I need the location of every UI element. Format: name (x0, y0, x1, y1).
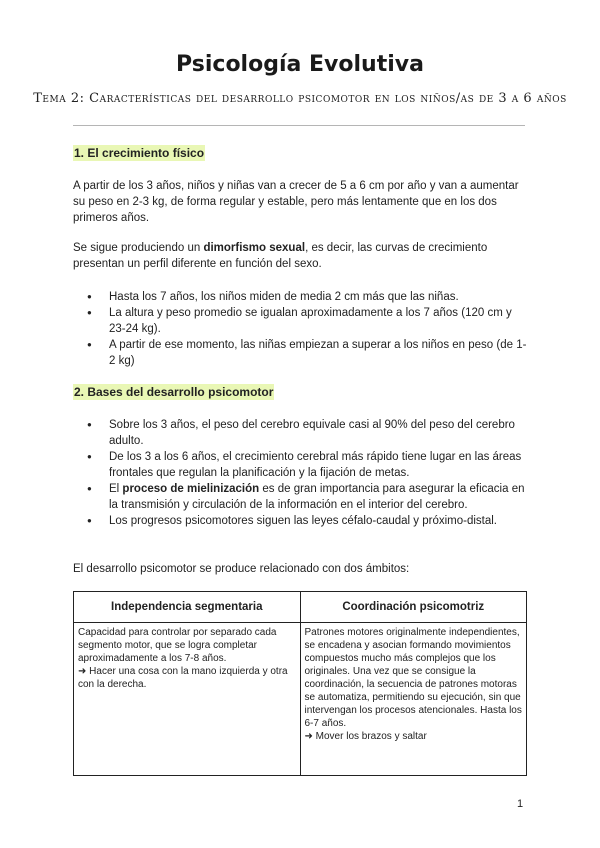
page-subtitle: Tema 2: Características del desarrollo psicomotor en los niños/as de 3 a 6 años (33, 91, 567, 106)
section2-bullet-list (73, 417, 528, 529)
table-header-independencia: Independencia segmentaria (74, 592, 301, 623)
list-item: ● Hasta los 7 años, los niños miden de media 2 cm más que las niñas. (73, 289, 528, 305)
list-item: ● La altura y peso promedio se igualan aproximadamente a los 7 años (120 cm y 23-24 kg). (73, 305, 528, 337)
term-dimorfismo-sexual: dimorfismo sexual (203, 242, 306, 254)
cell-text: Capacidad para controlar por separado cada segmento motor, que se logra completar aproximadamente a los 7-8 años. (78, 627, 277, 664)
list-item: ● Sobre los 3 años, el peso del cerebro equivale casi al 90% del peso del cerebro adulto. (73, 417, 528, 449)
term-mielinizacion: proceso de mielinización (122, 483, 260, 495)
list-item: ● El proceso de mielinización es de gran importancia para asegurar la eficacia en la transmisión y circulación de la información en el interior del cerebro. (73, 481, 528, 513)
cell-text: Patrones motores originalmente independientes, se encadena y asocian formando movimientos compuestos mucho más complejos que los originales. Una vez que se consigue la coordinación, la secuencia de patrones motoras se automatiza, permitiendo su ejecución, sin que intervengan los procesos atencionales. Hasta los 6-7 años. (304, 627, 522, 729)
comparison-table (73, 591, 527, 776)
page-title: Psicología Evolutiva (176, 52, 424, 77)
list-item: ● A partir de ese momento, las niñas empiezan a superar a los niños en peso (de 1-2 kg) (73, 337, 528, 369)
table-cell-coordinacion (300, 623, 527, 776)
table-cell-independencia (74, 623, 301, 776)
page-number: 1 (517, 798, 524, 810)
section1-paragraph-2: Se sigue produciendo un dimorfismo sexual, es decir, las curvas de crecimiento presentan un perfil diferente en función del sexo. (73, 242, 488, 270)
list-item: ● De los 3 a los 6 años, el crecimiento cerebral más rápido tiene lugar en las áreas frontales que regulan la planificación y la fijación de metas. (73, 449, 528, 481)
section2-heading: 2. Bases del desarrollo psicomotor (74, 385, 274, 399)
section2-intro: El desarrollo psicomotor se produce relacionado con dos ámbitos: (73, 563, 410, 575)
list-item: ● Los progresos psicomotores siguen las leyes céfalo-caudal y próximo-distal. (73, 513, 528, 529)
title-divider (73, 125, 525, 126)
section1-heading: 1. El crecimiento físico (74, 146, 205, 160)
table-header-coordinacion: Coordinación psicomotriz (300, 592, 527, 623)
cell-example: ➜ Mover los brazos y saltar (304, 731, 427, 742)
cell-example: ➜ Hacer una cosa con la mano izquierda y otra con la derecha. (78, 666, 288, 690)
section1-bullet-list (73, 289, 528, 369)
section1-paragraph-1: A partir de los 3 años, niños y niñas van a crecer de 5 a 6 cm por año y van a aumentar su peso en 2-3 kg, de forma regular y estable, pero más lentamente que en los dos primeros años. (73, 180, 519, 224)
